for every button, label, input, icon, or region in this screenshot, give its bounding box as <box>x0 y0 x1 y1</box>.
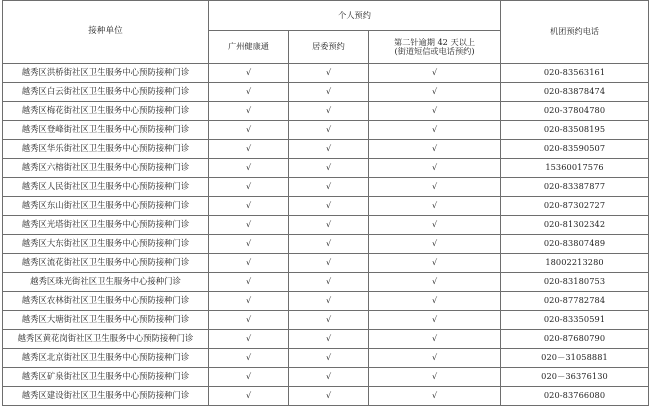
committee-check-cell: √ <box>289 64 369 83</box>
vaccination-table <box>2 0 649 406</box>
gz-health-check-cell: √ <box>209 83 289 102</box>
gz-health-check-cell: √ <box>209 387 289 406</box>
unit-name-cell: 越秀区白云街社区卫生服务中心预防接种门诊 <box>3 83 209 102</box>
committee-check-cell: √ <box>289 140 369 159</box>
gz-health-check-cell: √ <box>209 349 289 368</box>
second-dose-check-cell: √ <box>369 102 501 121</box>
header-personal: 个人预约 <box>209 1 501 31</box>
unit-name-cell: 越秀区流花街社区卫生服务中心预防接种门诊 <box>3 254 209 273</box>
gz-health-check-cell: √ <box>209 368 289 387</box>
table-row <box>3 159 649 178</box>
second-dose-check-cell: √ <box>369 349 501 368</box>
gz-health-check-cell: √ <box>209 216 289 235</box>
unit-name-cell: 越秀区洪桥街社区卫生服务中心预防接种门诊 <box>3 64 209 83</box>
header-committee: 居委预约 <box>289 31 369 64</box>
phone-cell: 020-37804780 <box>501 102 649 121</box>
header-gz-health: 广州健康通 <box>209 31 289 64</box>
phone-cell: 020-87680790 <box>501 330 649 349</box>
unit-name-cell: 越秀区光塔街社区卫生服务中心预防接种门诊 <box>3 216 209 235</box>
phone-cell: 020-83590507 <box>501 140 649 159</box>
phone-cell: 020－36376130 <box>501 368 649 387</box>
unit-name-cell: 越秀区登峰街社区卫生服务中心预防接种门诊 <box>3 121 209 140</box>
gz-health-check-cell: √ <box>209 311 289 330</box>
gz-health-check-cell: √ <box>209 197 289 216</box>
unit-name-cell: 越秀区珠光街社区卫生服务中心接种门诊 <box>3 273 209 292</box>
second-dose-check-cell: √ <box>369 273 501 292</box>
committee-check-cell: √ <box>289 197 369 216</box>
committee-check-cell: √ <box>289 178 369 197</box>
committee-check-cell: √ <box>289 311 369 330</box>
table-row <box>3 83 649 102</box>
table-row <box>3 197 649 216</box>
table-row <box>3 254 649 273</box>
gz-health-check-cell: √ <box>209 64 289 83</box>
header-second-dose-line2: (街道短信或电话预约) <box>394 46 475 56</box>
second-dose-check-cell: √ <box>369 197 501 216</box>
committee-check-cell: √ <box>289 254 369 273</box>
phone-cell: 020-83387877 <box>501 178 649 197</box>
committee-check-cell: √ <box>289 121 369 140</box>
table-row <box>3 387 649 406</box>
gz-health-check-cell: √ <box>209 140 289 159</box>
phone-cell: 020-83508195 <box>501 121 649 140</box>
unit-name-cell: 越秀区大塘街社区卫生服务中心预防接种门诊 <box>3 311 209 330</box>
committee-check-cell: √ <box>289 83 369 102</box>
gz-health-check-cell: √ <box>209 292 289 311</box>
gz-health-check-cell: √ <box>209 178 289 197</box>
committee-check-cell: √ <box>289 292 369 311</box>
committee-check-cell: √ <box>289 216 369 235</box>
committee-check-cell: √ <box>289 330 369 349</box>
second-dose-check-cell: √ <box>369 83 501 102</box>
phone-cell: 020-83563161 <box>501 64 649 83</box>
gz-health-check-cell: √ <box>209 121 289 140</box>
gz-health-check-cell: √ <box>209 330 289 349</box>
table-row <box>3 102 649 121</box>
unit-name-cell: 越秀区人民街社区卫生服务中心预防接种门诊 <box>3 178 209 197</box>
phone-cell: 020-87782784 <box>501 292 649 311</box>
committee-check-cell: √ <box>289 387 369 406</box>
committee-check-cell: √ <box>289 159 369 178</box>
phone-cell: 18002213280 <box>501 254 649 273</box>
gz-health-check-cell: √ <box>209 273 289 292</box>
table-row <box>3 235 649 254</box>
second-dose-check-cell: √ <box>369 368 501 387</box>
second-dose-check-cell: √ <box>369 292 501 311</box>
table-row <box>3 140 649 159</box>
second-dose-check-cell: √ <box>369 330 501 349</box>
header-org-phone: 机团预约电话 <box>501 1 649 64</box>
committee-check-cell: √ <box>289 368 369 387</box>
unit-name-cell: 越秀区东山街社区卫生服务中心预防接种门诊 <box>3 197 209 216</box>
second-dose-check-cell: √ <box>369 121 501 140</box>
phone-cell: 020-83766080 <box>501 387 649 406</box>
phone-cell: 020-83180753 <box>501 273 649 292</box>
second-dose-check-cell: √ <box>369 311 501 330</box>
second-dose-check-cell: √ <box>369 235 501 254</box>
phone-cell: 020-87302727 <box>501 197 649 216</box>
second-dose-check-cell: √ <box>369 254 501 273</box>
second-dose-check-cell: √ <box>369 140 501 159</box>
table-row <box>3 311 649 330</box>
unit-name-cell: 越秀区梅花街社区卫生服务中心预防接种门诊 <box>3 102 209 121</box>
gz-health-check-cell: √ <box>209 254 289 273</box>
table-row <box>3 273 649 292</box>
table-body <box>3 64 649 406</box>
committee-check-cell: √ <box>289 273 369 292</box>
table-row <box>3 330 649 349</box>
second-dose-check-cell: √ <box>369 159 501 178</box>
unit-name-cell: 越秀区农林街社区卫生服务中心预防接种门诊 <box>3 292 209 311</box>
phone-cell: 020-83878474 <box>501 83 649 102</box>
phone-cell: 020-83807489 <box>501 235 649 254</box>
unit-name-cell: 越秀区矿泉街社区卫生服务中心预防接种门诊 <box>3 368 209 387</box>
table-row <box>3 349 649 368</box>
table-row <box>3 178 649 197</box>
phone-cell: 020-81302342 <box>501 216 649 235</box>
gz-health-check-cell: √ <box>209 235 289 254</box>
header-unit: 接种单位 <box>3 1 209 64</box>
unit-name-cell: 越秀区黄花岗街社区卫生服务中心预防接种门诊 <box>3 330 209 349</box>
second-dose-check-cell: √ <box>369 216 501 235</box>
unit-name-cell: 越秀区华乐街社区卫生服务中心预防接种门诊 <box>3 140 209 159</box>
unit-name-cell: 越秀区北京街社区卫生服务中心预防接种门诊 <box>3 349 209 368</box>
header-second-dose <box>369 31 501 64</box>
unit-name-cell: 越秀区大东街社区卫生服务中心预防接种门诊 <box>3 235 209 254</box>
second-dose-check-cell: √ <box>369 64 501 83</box>
table-row <box>3 121 649 140</box>
unit-name-cell: 越秀区建设街社区卫生服务中心预防接种门诊 <box>3 387 209 406</box>
phone-cell: 15360017576 <box>501 159 649 178</box>
second-dose-check-cell: √ <box>369 387 501 406</box>
table-row <box>3 292 649 311</box>
phone-cell: 020-83350591 <box>501 311 649 330</box>
committee-check-cell: √ <box>289 349 369 368</box>
table-row <box>3 64 649 83</box>
phone-cell: 020－31058881 <box>501 349 649 368</box>
table-row <box>3 368 649 387</box>
unit-name-cell: 越秀区六榕街社区卫生服务中心预防接种门诊 <box>3 159 209 178</box>
header-second-dose-line1: 第二针逾期 42 天以上 <box>393 36 476 47</box>
gz-health-check-cell: √ <box>209 159 289 178</box>
second-dose-check-cell: √ <box>369 178 501 197</box>
gz-health-check-cell: √ <box>209 102 289 121</box>
table-row <box>3 216 649 235</box>
committee-check-cell: √ <box>289 102 369 121</box>
committee-check-cell: √ <box>289 235 369 254</box>
